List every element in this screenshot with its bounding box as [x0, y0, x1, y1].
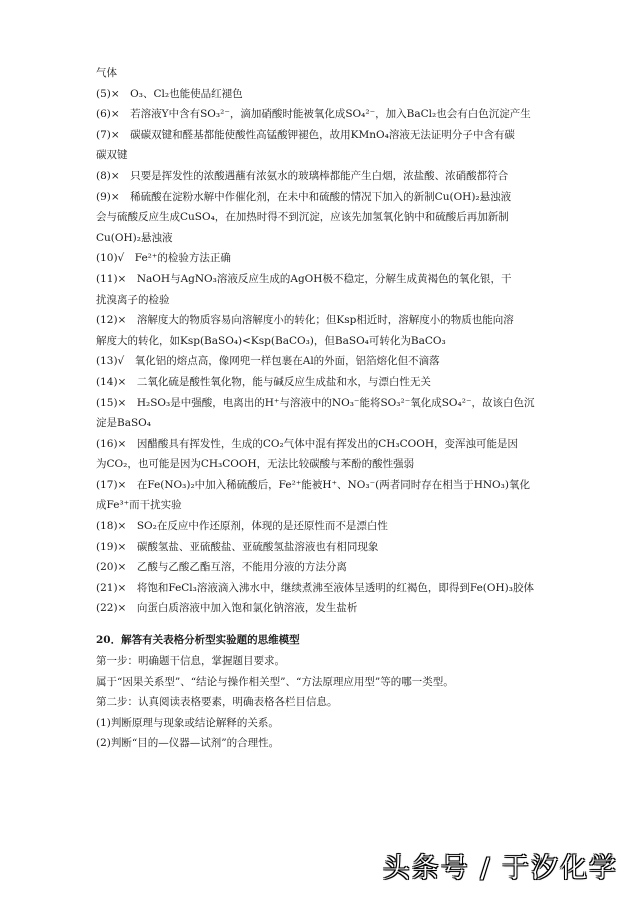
answer-line: (15)× H₂SO₃是中强酸，电离出的H⁺与溶液中的NO₃⁻能将SO₃²⁻氧化成SO₄²⁻，故该白色沉 [96, 396, 535, 409]
answer-line: 解度大的转化，如Ksp(BaSO₄)<Ksp(BaCO₃)，但BaSO₄可转化为BaCO₃ [96, 334, 446, 347]
answer-line: 淀是BaSO₄ [96, 417, 151, 430]
answer-line: Cu(OH)₂悬浊液 [96, 231, 173, 244]
answer-line: 会与硫酸反应生成CuSO₄，在加热时得不到沉淀，应该先加氢氧化钠中和硫酸后再加新制 [96, 211, 509, 224]
answer-line: (17)× 在Fe(NO₃)₂中加入稀硫酸后，Fe²⁺能被H⁺、NO₃⁻(两者同时存在相当于HNO₃)氧化 [96, 478, 530, 491]
answer-line: (22)× 向蛋白质溶液中加入饱和氯化钠溶液，发生盐析 [96, 602, 358, 615]
answer-line: 为CO₂，也可能是因为CH₃COOH，无法比较碳酸与苯酚的酸性强弱 [96, 458, 415, 471]
answer-line: (6)× 若溶液Y中含有SO₃²⁻，滴加硝酸时能被氧化成SO₄²⁻，加入BaCl₂也会有白色沉淀产生 [96, 108, 531, 121]
answer-line: (12)× 溶解度大的物质容易向溶解度小的转化；但Ksp相近时，溶解度小的物质也能向溶 [96, 314, 514, 327]
section-line: 属于“因果关系型”、“结论与操作相关型”、“方法原理应用型”等的哪一类型。 [96, 675, 454, 688]
answer-line: (14)× 二氧化硫是酸性氧化物，能与碱反应生成盐和水，与漂白性无关 [96, 375, 431, 388]
watermark-text: 头条号 / 于汐化学 [382, 853, 618, 884]
section-line: (2)判断“目的—仪器—试剂”的合理性。 [96, 737, 280, 750]
answer-line: 扰溴离子的检验 [96, 293, 170, 306]
answer-line: (11)× NaOH与AgNO₃溶液反应生成的AgOH极不稳定，分解生成黄褐色的氧化银，干 [96, 272, 512, 285]
answer-line: (18)× SO₂在反应中作还原剂，体现的是还原性而不是漂白性 [96, 520, 388, 533]
answer-line: (7)× 碳碳双键和醛基都能使酸性高锰酸钾褪色，故用KMnO₄溶液无法证明分子中含有碳 [96, 128, 515, 141]
answer-line: (19)× 碳酸氢盐、亚硫酸盐、亚硫酸氢盐溶液也有相同现象 [96, 540, 379, 553]
answer-line: (10)√ Fe²⁺的检验方法正确 [96, 252, 231, 265]
answer-line: (8)× 只要是挥发性的浓酸遇蘸有浓氨水的玻璃棒都能产生白烟，浓盐酸、浓硝酸都符合 [96, 169, 509, 182]
answer-line: (9)× 稀硫酸在淀粉水解中作催化剂，在未中和硫酸的情况下加入的新制Cu(OH)₂悬浊液 [96, 190, 512, 203]
answer-line: (13)√ 氧化铝的熔点高，像网兜一样包裹在Al的外面，铝箔熔化但不滴落 [96, 355, 440, 368]
section-line: 第一步：明确题干信息，掌握题目要求。 [96, 655, 285, 668]
document-body [96, 66, 552, 757]
answer-line: 碳双键 [96, 149, 128, 162]
section-line: 第二步：认真阅读表格要素，明确表格各栏目信息。 [96, 696, 338, 709]
answer-line: (5)× O₃、Cl₂也能使品红褪色 [96, 87, 243, 100]
answer-line: (21)× 将饱和FeCl₃溶液滴入沸水中，继续煮沸至液体呈透明的红褐色，即得到Fe(OH)₃胶体 [96, 581, 534, 594]
section-line: (1)判断原理与现象或结论解释的关系。 [96, 716, 279, 729]
answer-line: (20)× 乙酸与乙酸乙酯互溶，不能用分液的方法分离 [96, 561, 347, 574]
section-heading: 20．解答有关表格分析型实验题的思维模型 [96, 634, 300, 647]
answer-line: 成Fe³⁺而干扰实验 [96, 499, 182, 512]
answer-line: (16)× 因醋酸具有挥发性，生成的CO₂气体中混有挥发出的CH₃COOH，变浑浊可能是因 [96, 437, 519, 450]
answer-line: 气体 [96, 67, 117, 79]
